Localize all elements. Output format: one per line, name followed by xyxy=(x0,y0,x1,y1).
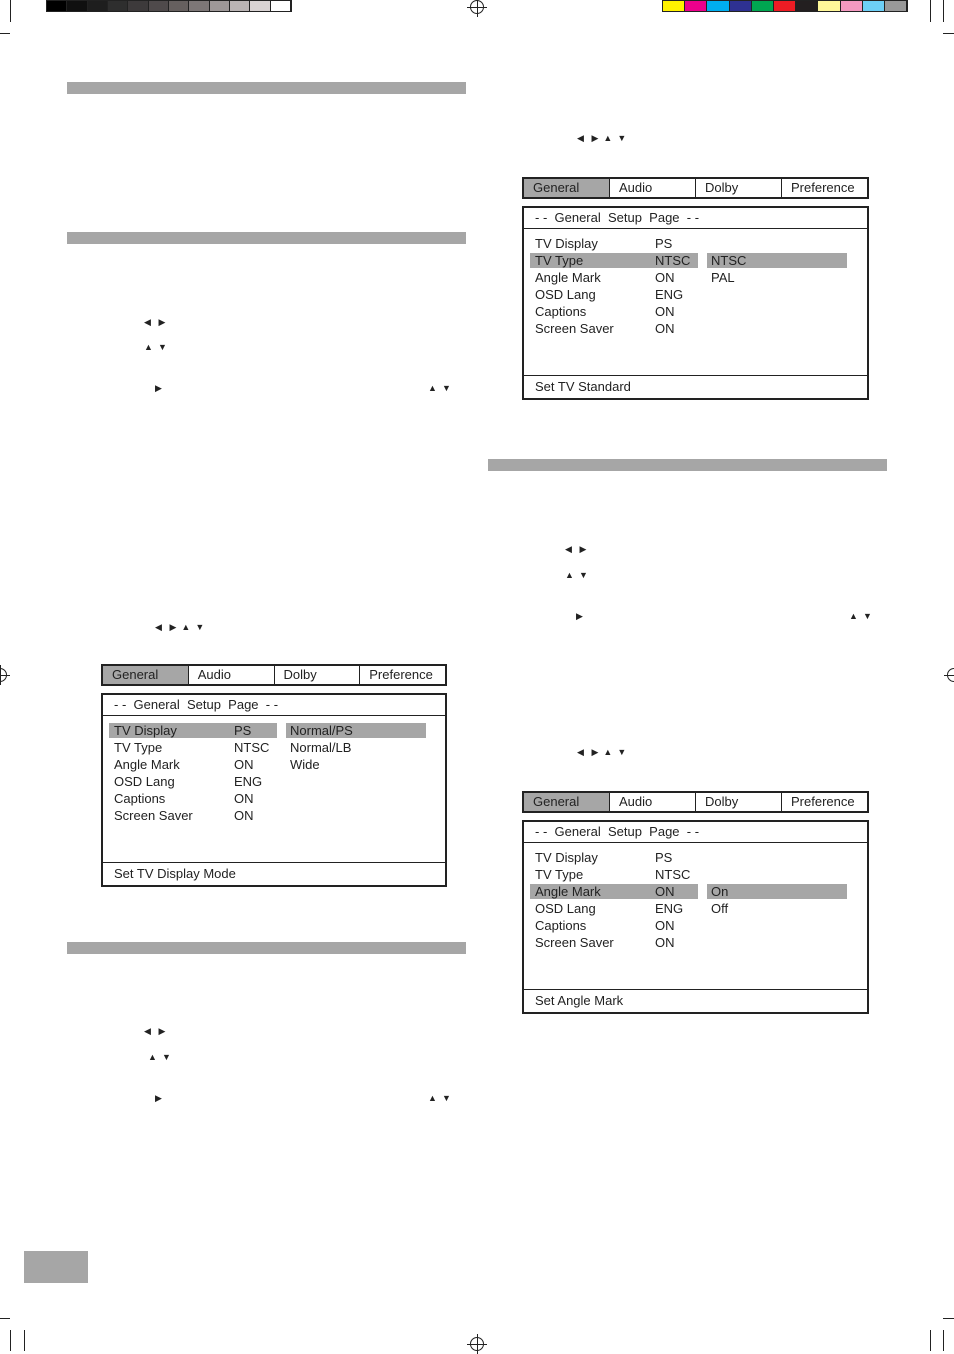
left-right-arrows xyxy=(565,544,586,554)
menu-item-label: TV Display xyxy=(114,723,177,738)
menu-row-tv-type[interactable] xyxy=(103,739,445,756)
arrow-right-icon: ▶ xyxy=(169,622,177,632)
menu-row-osd-lang[interactable] xyxy=(524,286,867,303)
menu-item-value: ENG xyxy=(655,901,684,916)
menu-item-label: TV Display xyxy=(535,236,598,251)
four-way-arrows xyxy=(577,133,626,143)
color-swatch xyxy=(796,1,818,11)
up-down-arrows xyxy=(565,570,588,580)
color-swatch xyxy=(67,1,87,11)
menu-option[interactable]: NTSC xyxy=(711,253,747,268)
arrow-right-icon: ▶ xyxy=(155,1093,162,1103)
right-arrow xyxy=(155,1093,162,1103)
registration-mark-top xyxy=(470,0,484,14)
arrow-left-icon: ◀ xyxy=(144,1026,151,1036)
tab-dolby[interactable]: Dolby xyxy=(274,666,360,684)
crop-mark xyxy=(10,0,11,22)
menu-row-tv-type[interactable] xyxy=(524,866,867,883)
arrow-down-icon: ▼ xyxy=(161,1052,171,1062)
arrow-up-icon: ▲ xyxy=(849,611,858,621)
arrow-down-icon: ▼ xyxy=(617,133,627,143)
menu-item-label: OSD Lang xyxy=(535,287,596,302)
up-down-arrows xyxy=(144,342,167,352)
right-arrow xyxy=(576,611,583,621)
arrow-right-icon: ▶ xyxy=(158,317,166,327)
menu-option[interactable]: Off xyxy=(711,901,729,916)
arrow-up-icon: ▲ xyxy=(428,383,437,393)
tab-general[interactable]: General xyxy=(103,666,188,684)
menu-item-value: PS xyxy=(655,850,673,865)
crop-mark xyxy=(943,33,954,34)
arrow-right-icon: ▶ xyxy=(591,747,599,757)
menu-option[interactable]: Normal/LB xyxy=(290,740,352,755)
arrow-right-icon: ▶ xyxy=(591,133,599,143)
menu-item-value: ON xyxy=(655,270,675,285)
tab-preference[interactable]: Preference xyxy=(781,179,867,197)
color-swatch xyxy=(707,1,729,11)
arrow-up-icon: ▲ xyxy=(144,342,153,352)
arrow-down-icon: ▼ xyxy=(578,570,588,580)
menu-item-label: TV Type xyxy=(535,867,584,882)
menu-row-screen-saver[interactable] xyxy=(103,807,445,824)
registration-mark-left xyxy=(0,668,7,682)
menu-item-value: NTSC xyxy=(655,253,691,268)
arrow-left-icon: ◀ xyxy=(144,317,151,327)
up-down-arrows xyxy=(849,611,872,621)
tab-dolby[interactable]: Dolby xyxy=(695,793,781,811)
status-bar: Set Angle Mark xyxy=(524,989,867,1012)
color-swatch xyxy=(88,1,108,11)
menu-row-tv-display[interactable] xyxy=(524,235,867,252)
four-way-arrows xyxy=(155,622,204,632)
tab-general[interactable]: General xyxy=(524,793,609,811)
arrow-down-icon: ▼ xyxy=(617,747,627,757)
menu-item-label: Screen Saver xyxy=(535,321,614,336)
menu-option[interactable]: On xyxy=(711,884,729,899)
section-bar xyxy=(67,82,466,94)
up-down-arrows xyxy=(148,1052,171,1062)
color-swatch xyxy=(863,1,885,11)
menu-item-value: ON xyxy=(655,304,675,319)
color-swatch xyxy=(210,1,230,11)
arrow-down-icon: ▼ xyxy=(195,622,205,632)
arrow-down-icon: ▼ xyxy=(441,1093,451,1103)
arrow-up-icon: ▲ xyxy=(565,570,574,580)
tab-preference[interactable]: Preference xyxy=(781,793,867,811)
arrow-left-icon: ◀ xyxy=(577,133,584,143)
tab-audio[interactable]: Audio xyxy=(188,666,274,684)
menu-item-value: NTSC xyxy=(234,740,270,755)
color-swatch xyxy=(128,1,148,11)
color-swatch xyxy=(271,1,291,11)
menu-option[interactable]: PAL xyxy=(711,270,735,285)
left-right-arrows xyxy=(144,1026,165,1036)
crop-mark xyxy=(0,1318,10,1319)
setup-tabs xyxy=(522,177,869,199)
left-right-arrows xyxy=(144,317,165,327)
color-swatch xyxy=(250,1,270,11)
menu-item-label: Angle Mark xyxy=(535,270,601,285)
registration-mark-bottom xyxy=(470,1337,484,1351)
menu-row-tv-display[interactable] xyxy=(103,722,445,739)
grayscale-calibration-strip xyxy=(46,0,292,12)
menu-item-value: ON xyxy=(655,918,675,933)
crop-mark xyxy=(930,0,931,22)
color-swatch xyxy=(818,1,840,11)
up-down-arrows xyxy=(428,383,451,393)
arrow-right-icon: ▶ xyxy=(158,1026,166,1036)
menu-item-value: ENG xyxy=(655,287,684,302)
section-bar xyxy=(488,459,887,471)
general-setup-panel xyxy=(522,820,869,1014)
color-swatch xyxy=(663,1,685,11)
menu-row-tv-display[interactable] xyxy=(524,849,867,866)
menu-option[interactable]: Normal/PS xyxy=(290,723,353,738)
color-swatch xyxy=(885,1,907,11)
arrow-left-icon: ◀ xyxy=(155,622,162,632)
color-swatch xyxy=(730,1,752,11)
menu-item-label: TV Type xyxy=(114,740,163,755)
color-calibration-strip xyxy=(662,0,908,12)
crop-mark xyxy=(943,0,944,22)
crop-mark xyxy=(24,1330,25,1351)
arrow-down-icon: ▼ xyxy=(441,383,451,393)
arrow-left-icon: ◀ xyxy=(577,747,584,757)
section-bar xyxy=(67,942,466,954)
menu-item-label: TV Display xyxy=(535,850,598,865)
menu-item-label: Captions xyxy=(535,918,587,933)
status-bar: Set TV Standard xyxy=(524,375,867,398)
setup-tabs xyxy=(522,791,869,813)
arrow-right-icon: ▶ xyxy=(576,611,583,621)
crop-mark xyxy=(10,1330,11,1351)
menu-item-value: NTSC xyxy=(655,867,691,882)
color-swatch xyxy=(47,1,67,11)
menu-item-value: ON xyxy=(234,808,254,823)
panel-title: - - General Setup Page - - xyxy=(103,695,445,716)
arrow-up-icon: ▲ xyxy=(603,133,613,143)
menu-row-angle-mark[interactable] xyxy=(524,883,867,900)
arrow-up-icon: ▲ xyxy=(181,622,191,632)
tab-audio[interactable]: Audio xyxy=(609,179,695,197)
arrow-right-icon: ▶ xyxy=(155,383,162,393)
menu-item-label: Captions xyxy=(114,791,166,806)
menu-item-value: ENG xyxy=(234,774,263,789)
menu-row-captions[interactable] xyxy=(524,917,867,934)
menu-row-screen-saver[interactable] xyxy=(524,934,867,951)
menu-row-screen-saver[interactable] xyxy=(524,320,867,337)
color-swatch xyxy=(752,1,774,11)
color-swatch xyxy=(841,1,863,11)
tab-general[interactable]: General xyxy=(524,179,609,197)
arrow-left-icon: ◀ xyxy=(565,544,572,554)
color-swatch xyxy=(230,1,250,11)
right-arrow xyxy=(155,383,162,393)
panel-title: - - General Setup Page - - xyxy=(524,208,867,229)
registration-mark-right xyxy=(947,668,954,682)
tab-preference[interactable]: Preference xyxy=(359,666,445,684)
panel-title: - - General Setup Page - - xyxy=(524,822,867,843)
section-bar xyxy=(67,232,466,244)
menu-item-value: ON xyxy=(234,791,254,806)
menu-item-label: TV Type xyxy=(535,253,584,268)
color-swatch xyxy=(149,1,169,11)
four-way-arrows xyxy=(577,747,626,757)
general-setup-panel xyxy=(522,206,869,400)
color-swatch xyxy=(189,1,209,11)
menu-item-label: Captions xyxy=(535,304,587,319)
menu-item-value: ON xyxy=(655,321,675,336)
color-swatch xyxy=(169,1,189,11)
arrow-up-icon: ▲ xyxy=(148,1052,157,1062)
menu-row-osd-lang[interactable] xyxy=(103,773,445,790)
page-tab xyxy=(24,1251,88,1283)
tab-audio[interactable]: Audio xyxy=(609,793,695,811)
color-swatch xyxy=(108,1,128,11)
menu-row-angle-mark[interactable] xyxy=(103,756,445,773)
menu-row-captions[interactable] xyxy=(103,790,445,807)
menu-item-label: Angle Mark xyxy=(114,757,180,772)
menu-item-value: ON xyxy=(655,935,675,950)
menu-item-label: Angle Mark xyxy=(535,884,601,899)
menu-item-label: Screen Saver xyxy=(535,935,614,950)
menu-row-captions[interactable] xyxy=(524,303,867,320)
arrow-right-icon: ▶ xyxy=(579,544,587,554)
menu-item-label: OSD Lang xyxy=(114,774,175,789)
menu-row-osd-lang[interactable] xyxy=(524,900,867,917)
crop-mark xyxy=(943,1318,954,1319)
menu-item-value: ON xyxy=(655,884,675,899)
color-swatch xyxy=(685,1,707,11)
crop-mark xyxy=(930,1330,931,1351)
general-setup-panel xyxy=(101,693,447,887)
arrow-up-icon: ▲ xyxy=(603,747,613,757)
menu-item-label: OSD Lang xyxy=(535,901,596,916)
crop-mark xyxy=(0,33,10,34)
status-bar: Set TV Display Mode xyxy=(103,862,445,885)
crop-mark xyxy=(943,1330,944,1351)
up-down-arrows xyxy=(428,1093,451,1103)
menu-item-label: Screen Saver xyxy=(114,808,193,823)
menu-item-value: PS xyxy=(655,236,673,251)
arrow-up-icon: ▲ xyxy=(428,1093,437,1103)
menu-option[interactable]: Wide xyxy=(290,757,320,772)
tab-dolby[interactable]: Dolby xyxy=(695,179,781,197)
menu-row-tv-type[interactable] xyxy=(524,252,867,269)
color-swatch xyxy=(774,1,796,11)
menu-row-angle-mark[interactable] xyxy=(524,269,867,286)
arrow-down-icon: ▼ xyxy=(862,611,872,621)
menu-item-value: ON xyxy=(234,757,254,772)
arrow-down-icon: ▼ xyxy=(157,342,167,352)
setup-tabs xyxy=(101,664,447,686)
menu-item-value: PS xyxy=(234,723,252,738)
